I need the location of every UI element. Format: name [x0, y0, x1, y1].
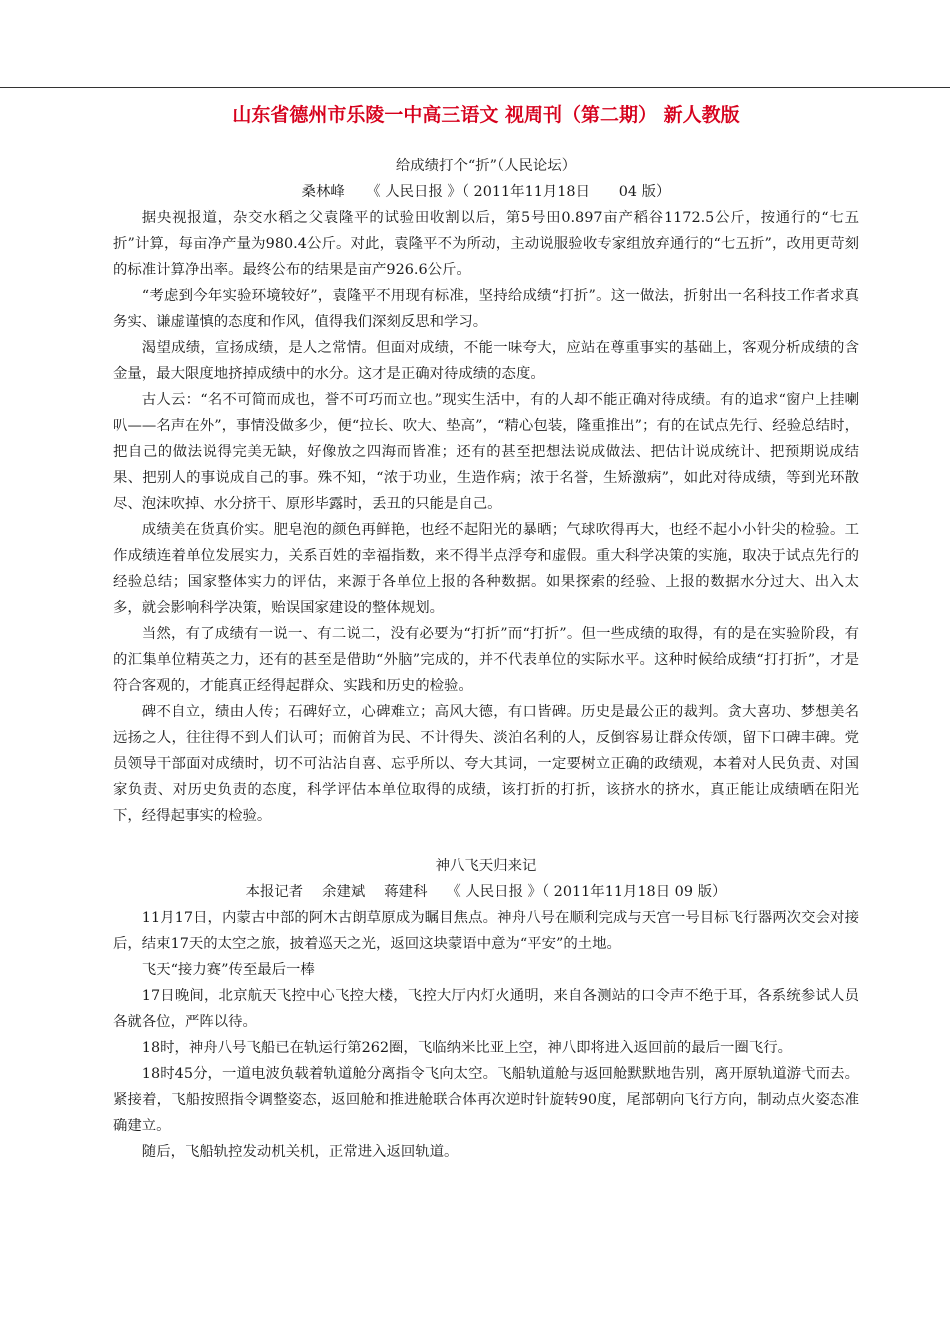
document-title: 山东省德州市乐陵一中高三语文 视周刊（第二期） 新人教版	[232, 104, 740, 126]
article-2-subheading: 飞天“接力赛”传至最后一棒	[141, 962, 315, 978]
header-rule	[0, 87, 950, 88]
article-2	[113, 853, 859, 1165]
article-2-paragraph-1: 11月17日，内蒙古中部的阿木古朗草原成为瞩目焦点。神舟八号在顺利完成与天宫一号目标飞行器两次交会对接后，结束17天的太空之旅，披着巡天之光，返回这块蒙语中意为“平安”的土地。	[113, 910, 859, 952]
document-page	[113, 100, 859, 1165]
article-2-paragraph-2: 17日晚间，北京航天飞控中心飞控大楼，飞控大厅内灯火通明，来自各测站的口令声不绝于耳，各系统参试人员各就各位，严阵以待。	[113, 988, 859, 1030]
article-2-byline: 本报记者 余建斌 蒋建科 《 人民日报 》（ 2011年11月18日 09 版）	[245, 884, 727, 900]
article-1-title: 给成绩打个“折”（人民论坛）	[395, 158, 577, 174]
article-1-paragraph-3: 渴望成绩，宣扬成绩，是人之常情。但面对成绩，不能一味夸大，应站在尊重事实的基础上，客观分析成绩的含金量，最大限度地挤掉成绩中的水分。这才是正确对待成绩的态度。	[113, 340, 859, 382]
article-1-paragraph-5: 成绩美在货真价实。肥皂泡的颜色再鲜艳，也经不起阳光的暴晒；气球吹得再大，也经不起小小针尖的检验。工作成绩连着单位发展实力，关系百姓的幸福指数，来不得半点浮夸和虚假。重大科学决策的实施，取决于试点先行的经验总结；国家整体实力的评估，来源于各单位上报的各种数据。如果探索的经验、上报的数据水分过大、出入太多，就会影响科学决策，贻误国家建设的整体规划。	[113, 522, 859, 616]
article-2-title: 神八飞天归来记	[435, 858, 537, 874]
article-1	[113, 153, 859, 829]
article-1-byline: 桑林峰 《 人民日报 》（ 2011年11月18日 04 版）	[301, 184, 671, 200]
article-2-paragraph-4: 18时45分，一道电波负载着轨道舱分离指令飞向太空。飞船轨道舱与返回舱默默地告别，离开原轨道游弋而去。紧接着，飞船按照指令调整姿态，返回舱和推进舱联合体再次逆时针旋转90度，尾部朝向飞行方向，制动点火姿态准确建立。	[113, 1066, 859, 1134]
article-1-paragraph-6: 当然，有了成绩有一说一、有二说二，没有必要为“打折”而“打折”。但一些成绩的取得，有的是在实验阶段，有的汇集单位精英之力，还有的甚至是借助“外脑”完成的，并不代表单位的实际水平。这种时候给成绩“打打折”，才是符合客观的，才能真正经得起群众、实践和历史的检验。	[113, 626, 859, 694]
article-1-paragraph-2: “考虑到今年实验环境较好”，袁隆平不用现有标准，坚持给成绩“打折”。这一做法，折射出一名科技工作者求真务实、谦虚谨慎的态度和作风，值得我们深刻反思和学习。	[113, 288, 859, 330]
article-1-paragraph-1: 据央视报道，杂交水稻之父袁隆平的试验田收割以后，第5号田0.897亩产稻谷1172.5公斤，按通行的“七五折”计算，每亩净产量为980.4公斤。对此，袁隆平不为所动，主动说服验收专家组放弃通行的“七五折”，改用更苛刻的标准计算净出率。最终公布的结果是亩产926.6公斤。	[113, 210, 859, 278]
article-2-paragraph-3: 18时，神舟八号飞船已在轨运行第262圈，飞临纳米比亚上空，神八即将进入返回前的最后一圈飞行。	[141, 1040, 792, 1056]
article-2-paragraph-5: 随后，飞船轨控发动机关机，正常进入返回轨道。	[141, 1144, 459, 1160]
article-1-paragraph-7: 碑不自立，绩由人传；石碑好立，心碑难立；高风大德，有口皆碑。历史是最公正的裁判。贪大喜功、梦想美名远扬之人，往往得不到人们认可；而俯首为民、不计得失、淡泊名利的人，反倒容易让群众传颂，留下口碑丰碑。党员领导干部面对成绩时，切不可沾沾自喜、忘乎所以、夸大其词，一定要树立正确的政绩观，本着对人民负责、对国家负责、对历史负责的态度，科学评估本单位取得的成绩，该打折的打折，该挤水的挤水，真正能让成绩晒在阳光下，经得起事实的检验。	[113, 704, 859, 824]
article-1-paragraph-4: 古人云：“名不可简而成也，誉不可巧而立也。”现实生活中，有的人却不能正确对待成绩。有的追求“窗户上挂喇叭——名声在外”，事情没做多少，便“拉长、吹大、垫高”，“精心包装，隆重推出”；有的在试点先行、经验总结时，把自己的做法说得完美无缺，好像放之四海而皆准；还有的甚至把想法说成做法、把估计说成统计、把预期说成结果、把别人的事说成自己的事。殊不知，“浓于功业，生造作病；浓于名誉，生矫激病”，如此对待成绩，等到光环散尽、泡沫吹掉、水分挤干、原形毕露时，丢丑的只能是自己。	[113, 392, 859, 512]
title-spacer	[113, 130, 859, 153]
article-spacer	[113, 829, 859, 853]
